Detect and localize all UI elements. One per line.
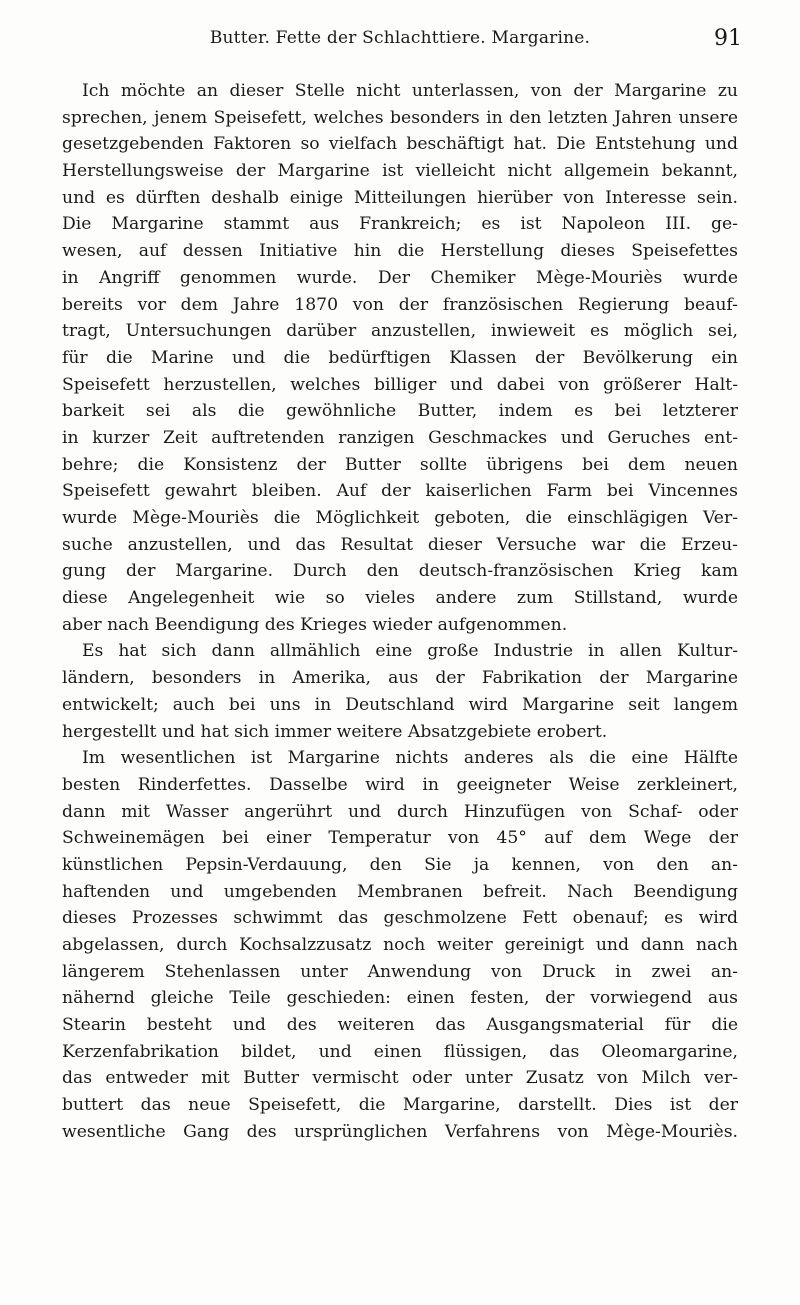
text-line: Im wesentlichen ist Margarine nichts anderes als die eine Hälfte [82, 748, 738, 769]
text-line: Die Margarine stammt aus Frankreich; es ist Napoleon III. ge- [62, 214, 738, 235]
text-line: hergestellt und hat sich immer weitere Absatzgebiete erobert. [62, 721, 608, 742]
text-line: Es hat sich dann allmählich eine große Industrie in allen Kultur- [82, 641, 738, 662]
text-line: das entweder mit Butter vermischt oder unter Zusatz von Milch ver- [62, 1068, 738, 1089]
text-line: Stearin besteht und des weiteren das Ausgangsmaterial für die [62, 1015, 738, 1036]
text-line: suche anzustellen, und das Resultat dieser Versuche war die Erzeu- [62, 534, 738, 555]
text-line: Herstellungsweise der Margarine ist vielleicht nicht allgemein bekannt, [62, 161, 738, 182]
text-line: haftenden und umgebenden Membranen befreit. Nach Beendigung [62, 881, 738, 902]
text-line: gung der Margarine. Durch den deutsch-französischen Krieg kam [62, 561, 738, 582]
text-line: wurde Mège-Mouriès die Möglichkeit geboten, die einschlägigen Ver- [62, 508, 738, 528]
text-line: in Angriff genommen wurde. Der Chemiker Mège-Mouriès wurde [62, 267, 738, 288]
text-line: Schweinemägen bei einer Temperatur von 45° auf dem Wege der [62, 828, 738, 849]
text-line: buttert das neue Speisefett, die Margarine, darstellt. Dies ist der [62, 1095, 738, 1116]
text-line: sprechen, jenem Speisefett, welches besonders in den letzten Jahren unsere [62, 107, 738, 128]
text-line: behre; die Konsistenz der Butter sollte übrigens bei dem neuen [62, 454, 738, 475]
text-line: wesentliche Gang des ursprünglichen Verfahrens von Mège-Mouriès. [62, 1121, 738, 1142]
text-line: diese Angelegenheit wie so vieles andere zum Stillstand, wurde [62, 588, 738, 609]
text-line: besten Rinderfettes. Dasselbe wird in geeigneter Weise zerkleinert, [62, 774, 738, 795]
body-text [62, 78, 738, 1146]
text-line: Kerzenfabrikation bildet, und einen flüssigen, das Oleomargarine, [62, 1041, 738, 1062]
text-line: Speisefett herzustellen, welches billiger und dabei von größerer Halt- [62, 374, 738, 395]
text-line: tragt, Untersuchungen darüber anzustellen, inwieweit es möglich sei, [62, 321, 738, 342]
text-line: dieses Prozesses schwimmt das geschmolzene Fett obenauf; es wird [62, 908, 738, 929]
text-line: Ich möchte an dieser Stelle nicht unterlassen, von der Margarine zu [82, 81, 738, 101]
running-header [58, 28, 742, 58]
text-line: Speisefett gewahrt bleiben. Auf der kaiserlichen Farm bei Vincennes [62, 481, 738, 502]
text-line: längerem Stehenlassen unter Anwendung von Druck in zwei an- [62, 961, 738, 982]
running-title: Butter. Fette der Schlachttiere. Margarine. [209, 28, 591, 48]
text-line: künstlichen Pepsin-Verdauung, den Sie ja kennen, von den an- [62, 854, 738, 875]
page-number: 91 [714, 26, 742, 51]
text-line: in kurzer Zeit auftretenden ranzigen Geschmackes und Geruches ent- [62, 427, 738, 448]
text-line: und es dürften deshalb einige Mitteilungen hierüber von Interesse sein. [62, 187, 738, 208]
text-line: nähernd gleiche Teile geschieden: einen festen, der vorwiegend aus [62, 988, 738, 1009]
text-line: entwickelt; auch bei uns in Deutschland wird Margarine seit langem [62, 694, 738, 715]
text-line: barkeit sei als die gewöhnliche Butter, indem es bei letzterer [62, 401, 738, 422]
text-line: aber nach Beendigung des Krieges wieder aufgenommen. [62, 614, 568, 635]
text-line: wesen, auf dessen Initiative hin die Herstellung dieses Speisefettes [62, 241, 738, 262]
text-line: abgelassen, durch Kochsalzzusatz noch weiter gereinigt und dann nach [62, 935, 738, 955]
text-line: für die Marine und die bedürftigen Klassen der Bevölkerung ein [62, 347, 738, 368]
text-line: ländern, besonders in Amerika, aus der Fabrikation der Margarine [62, 668, 738, 689]
text-line: dann mit Wasser angerührt und durch Hinzufügen von Schaf- oder [62, 801, 738, 822]
text-line: gesetzgebenden Faktoren so vielfach beschäftigt hat. Die Entstehung und [62, 134, 738, 155]
text-line: bereits vor dem Jahre 1870 von der französischen Regierung beauf- [62, 294, 738, 315]
